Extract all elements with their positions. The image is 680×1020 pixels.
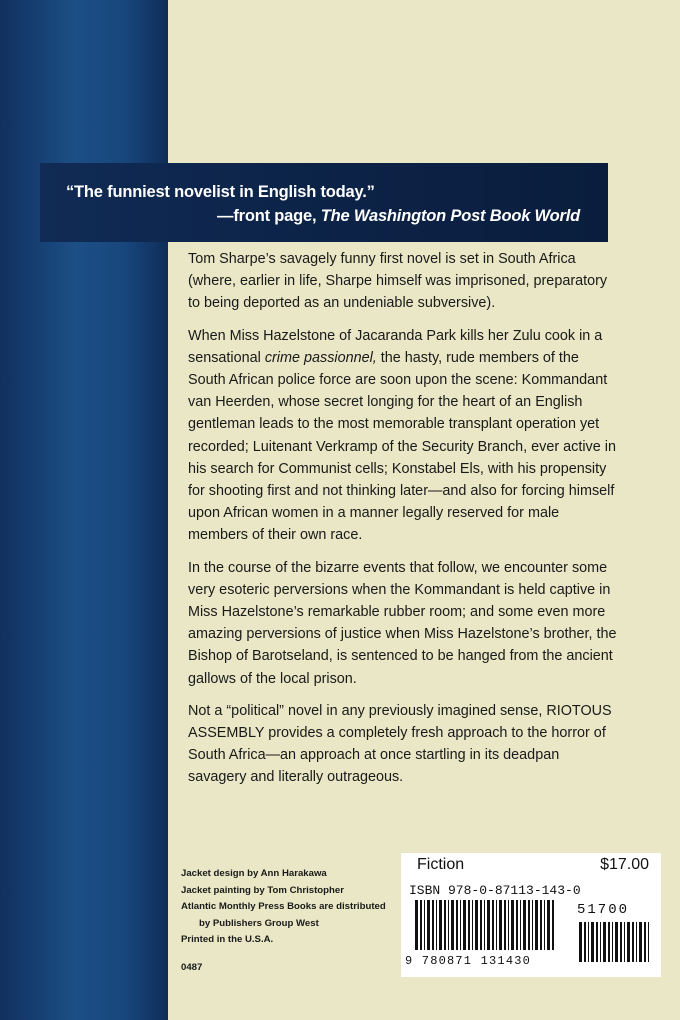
barcode-bar: [468, 900, 470, 950]
blue-spine-panel: [0, 0, 168, 1020]
isbn-text: ISBN 978-0-87113-143-0: [409, 883, 581, 898]
blurb-paragraph-3: In the course of the bizarre events that follow, we encounter some very esoteric perversions when the Kommandant is held captive in Miss Hazelstone’s remarkable rubber room; and some even more amazing perversions of justice when Miss Hazelstone’s brother, the Bishop of Barotseland, is sentenced to be hanged from the ancient gallows of the local prison.: [188, 559, 617, 687]
attribution-source: The Washington Post Book World: [320, 207, 580, 225]
barcode-bar: [632, 922, 634, 962]
barcode-bar: [552, 900, 554, 950]
barcode-bar: [439, 900, 442, 950]
barcode-bar: [456, 900, 458, 950]
barcode-bar: [532, 900, 533, 950]
barcode-bar: [636, 922, 637, 962]
barcode-bar: [484, 900, 485, 950]
barcode-bar: [535, 900, 538, 950]
p2-after: the hasty, rude members of the South African police force are soon upon the scene: Kommandant van Heerden, whose secret longing for the heart of an English gentleman leads to the most memorable transplant operation yet recorded; Luitenant Verkramp of the Security Branch, ever active in his search for Communist cells; Konstabel Els, with his propensity for shooting first and not thinking later—and also for forcing himself upon African women in a manner legally reserved for male members of their own race.: [188, 349, 616, 544]
blurb-paragraph-1: Tom Sharpe’s savagely funny first novel is set in South Africa (where, earlier in life, Sharpe himself was imprisoned, preparatory to being deported as an undeniable subversive).: [188, 251, 608, 312]
barcode-bar: [496, 900, 497, 950]
barcode-bar: [451, 900, 454, 950]
price-addon-digits: 51700: [577, 902, 630, 918]
price-label: $17.00: [600, 856, 649, 873]
quote-banner: [40, 163, 608, 242]
print-code: 0487: [181, 962, 203, 973]
barcode-bar: [544, 900, 545, 950]
barcode-bar: [487, 900, 490, 950]
barcode-bar: [615, 922, 618, 962]
barcode-bar: [612, 922, 613, 962]
barcode-bar: [432, 900, 434, 950]
barcode-bar: [584, 922, 586, 962]
blurb-text: [188, 248, 618, 799]
barcode-bar: [523, 900, 526, 950]
barcode-bar: [448, 900, 449, 950]
barcode-bar: [644, 922, 646, 962]
p2-italic: crime passionnel,: [264, 349, 377, 366]
barcode-bar: [540, 900, 542, 950]
barcode-bar: [591, 922, 594, 962]
barcode-bar: [420, 900, 422, 950]
barcode-bar: [508, 900, 509, 950]
barcode-bar: [424, 900, 425, 950]
quote-attribution: [217, 207, 580, 226]
p2-before: When Miss Hazelstone of Jacaranda Park kills her Zulu cook in a sensational: [188, 327, 603, 366]
attribution-prefix: —front page,: [217, 207, 321, 225]
barcode-bar: [436, 900, 437, 950]
barcode-bar: [516, 900, 518, 950]
barcode-label: [401, 853, 661, 977]
credit-line-2: Jacket painting by Tom Christopher: [181, 884, 344, 896]
barcode-bar: [444, 900, 446, 950]
credit-line-1: Jacket design by Ann Harakawa: [181, 868, 327, 879]
credit-line-4: by Publishers Group West: [199, 917, 319, 929]
barcode-bar: [520, 900, 521, 950]
barcode-bar: [480, 900, 482, 950]
barcode-bar: [427, 900, 430, 950]
barcode-bar: [547, 900, 550, 950]
barcode-bar: [648, 922, 649, 962]
barcode-bar: [596, 922, 598, 962]
barcode-bar: [627, 922, 630, 962]
barcode-digits: 9 780871 131430: [405, 954, 532, 968]
barcode-bar: [600, 922, 601, 962]
blurb-paragraph-2: [188, 325, 618, 547]
barcode-bar: [415, 900, 418, 950]
genre-label: Fiction: [417, 856, 465, 873]
barcode-bar: [492, 900, 494, 950]
barcode-bar: [588, 922, 589, 962]
credit-line-5: Printed in the U.S.A.: [181, 934, 274, 945]
barcode-bar: [475, 900, 478, 950]
barcode-bar: [620, 922, 622, 962]
barcode-bar: [511, 900, 514, 950]
blurb-paragraph-4: Not a “political” novel in any previously imagined sense, RIOTOUS ASSEMBLY provides a completely fresh approach to the horror of South Africa—an approach at once startling in its deadpan savagery and literally outrageous.: [188, 702, 612, 786]
barcode-bar: [528, 900, 530, 950]
barcode-bar: [499, 900, 502, 950]
barcode-bar: [504, 900, 506, 950]
ean-barcode: [415, 900, 555, 950]
barcode-bar: [639, 922, 642, 962]
review-quote: “The funniest novelist in English today.”: [66, 183, 375, 201]
barcode-bar: [579, 922, 582, 962]
barcode-bar: [472, 900, 473, 950]
jacket-credits: [181, 866, 386, 949]
barcode-bar: [608, 922, 610, 962]
barcode-bar: [624, 922, 625, 962]
addon-barcode: [579, 922, 649, 962]
barcode-bar: [603, 922, 606, 962]
barcode-bar: [460, 900, 461, 950]
credit-line-3: Atlantic Monthly Press Books are distributed: [181, 901, 386, 912]
barcode-bar: [463, 900, 466, 950]
